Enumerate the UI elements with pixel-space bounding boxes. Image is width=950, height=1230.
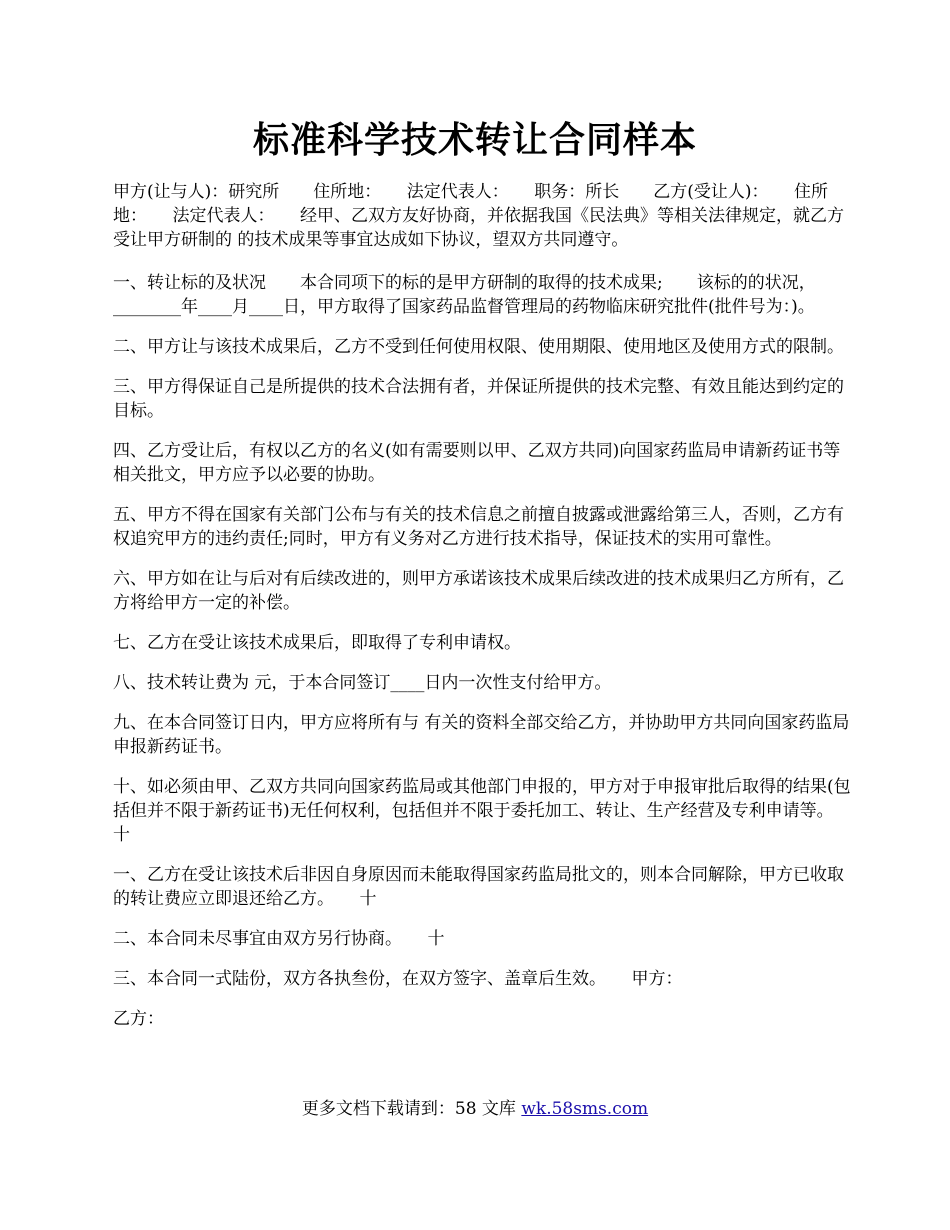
clause-1: 一、转让标的及状况 本合同项下的标的是甲方研制的取得的技术成果; 该标的的状况，________年____月____日，甲方取得了国家药品监督管理局的药物临床研究批件(批件号为：)。 xyxy=(113,273,816,317)
clause-13: 三、本合同一式陆份，双方各执叁份，在双方签字、盖章后生效。 甲方： xyxy=(113,969,683,989)
clause-11: 一、乙方在受让该技术后非因自身原因而未能取得国家药监局批文的，则本合同解除，甲方已收取的转让费应立即退还给乙方。 十 xyxy=(113,865,844,909)
clause-3: 三、甲方得保证自己是所提供的技术合法拥有者，并保证所提供的技术完整、有效且能达到约定的目标。 xyxy=(113,377,844,421)
signature-party-b: 乙方： xyxy=(113,1009,164,1029)
footer xyxy=(0,1094,950,1119)
intro-paragraph: 甲方(让与人)：研究所 住所地： 法定代表人： 职务：所长 乙方(受让人)： 住所地： 法定代表人： 经甲、乙双方友好协商，并依据我国《民法典》等相关法律规定，就乙方受让甲方研制的 的技术成果等事宜达成如下协议，望双方共同遵守。 xyxy=(113,182,844,250)
document-title: 标准科学技术转让合同样本 xyxy=(252,119,697,161)
footer-text: 更多文档下载请到：58 文库 xyxy=(301,1099,522,1119)
clause-2: 二、甲方让与该技术成果后，乙方不受到任何使用权限、使用期限、使用地区及使用方式的限制。 xyxy=(113,337,844,357)
clause-9: 九、在本合同签订日内，甲方应将所有与 有关的资料全部交给乙方，并协助甲方共同向国家药监局申报新药证书。 xyxy=(113,713,850,757)
contract-body xyxy=(113,180,860,1047)
clause-5: 五、甲方不得在国家有关部门公布与有关的技术信息之前擅自披露或泄露给第三人，否则，乙方有权追究甲方的违约责任;同时，甲方有义务对乙方进行技术指导，保证技术的实用可靠性。 xyxy=(113,505,844,549)
clause-6: 六、甲方如在让与后对有后续改进的，则甲方承诺该技术成果后续改进的技术成果归乙方所有，乙方将给甲方一定的补偿。 xyxy=(113,569,844,613)
clause-12: 二、本合同未尽事宜由双方另行协商。 十 xyxy=(113,929,445,949)
clause-4: 四、乙方受让后，有权以乙方的名义(如有需要则以甲、乙双方共同)向国家药监局申请新药证书等相关批文，甲方应予以必要的协助。 xyxy=(113,441,841,485)
footer-link[interactable]: wk.58sms.com xyxy=(521,1099,649,1119)
clause-7: 七、乙方在受让该技术成果后，即取得了专利申请权。 xyxy=(113,633,521,653)
clause-8: 八、技术转让费为 元，于本合同签订____日内一次性支付给甲方。 xyxy=(113,673,612,693)
clause-10: 十、如必须由甲、乙双方共同向国家药监局或其他部门申报的，甲方对于申报审批后取得的结果(包括但并不限于新药证书)无任何权利，包括但并不限于委托加工、转让、生产经营及专利申请等。 十 xyxy=(113,777,860,845)
